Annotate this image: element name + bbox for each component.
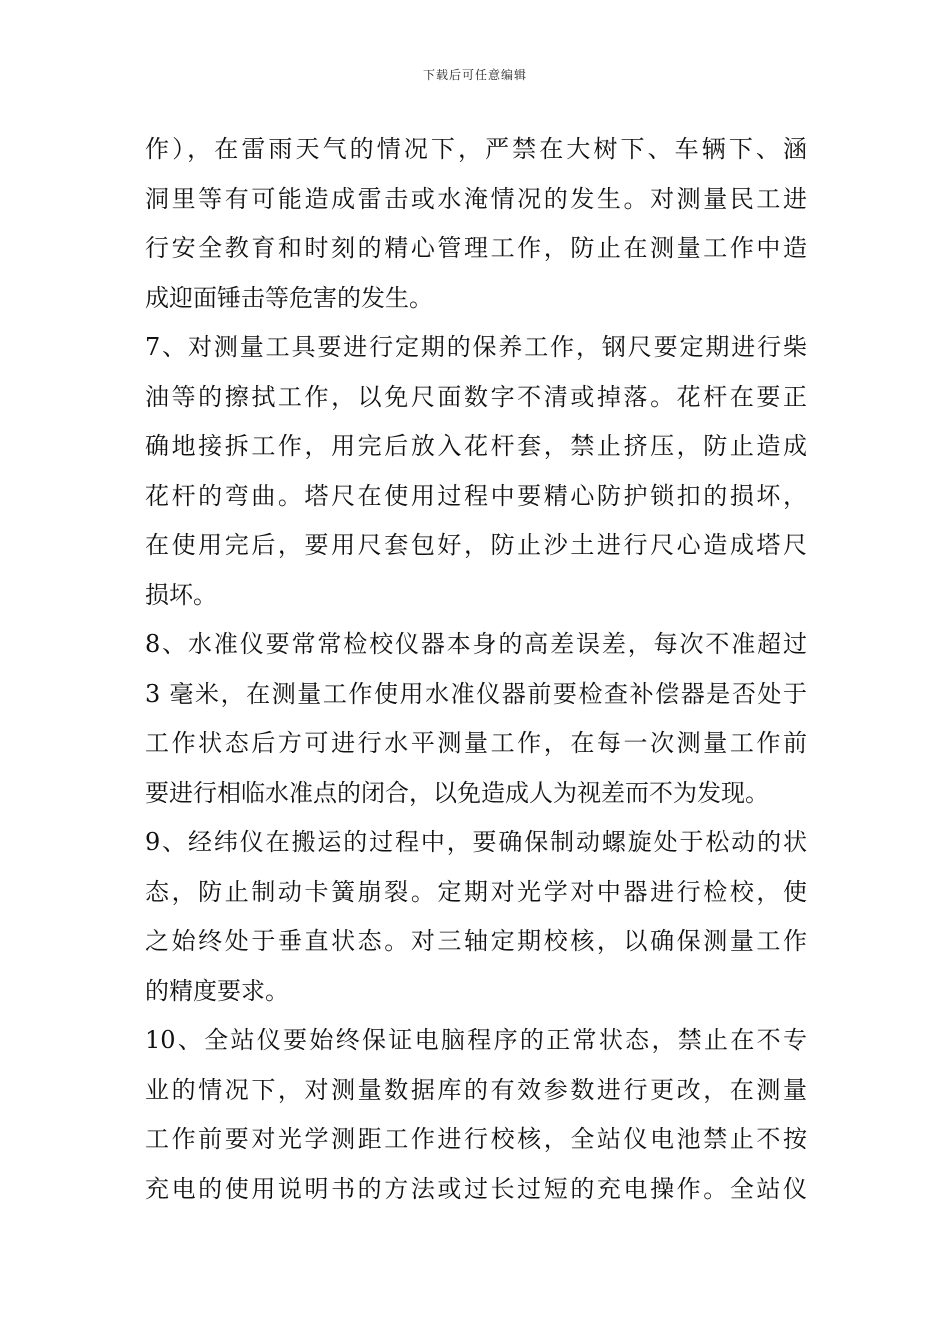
paragraph-item-10: [145, 1016, 807, 1214]
document-body: [145, 125, 807, 1214]
text-line: 损坏。: [145, 580, 217, 609]
text-line: 3 毫米，在测量工作使用水准仪器前要检查补偿器是否处于: [145, 679, 807, 708]
text-line: 8、水准仪要常常检校仪器本身的高差误差，每次不准超过: [145, 630, 807, 658]
text-line: 确地接拆工作，用完后放入花杆套，禁止挤压，防止造成: [145, 432, 807, 460]
text-line: 成迎面锤击等危害的发生。: [145, 283, 433, 312]
text-line: 9、经纬仪在搬运的过程中，要确保制动螺旋处于松动的状: [145, 828, 807, 856]
text-line: 行安全教育和时刻的精心管理工作，防止在测量工作中造: [145, 234, 807, 262]
text-line: 工作状态后方可进行水平测量工作，在每一次测量工作前: [145, 729, 807, 757]
paragraph-item-7: [145, 323, 807, 620]
text-line: 花杆的弯曲。塔尺在使用过程中要精心防护锁扣的损坏，: [145, 481, 807, 510]
text-line: 7、对测量工具要进行定期的保养工作，钢尺要定期进行柴: [145, 333, 807, 361]
text-line: 在使用完后，要用尺套包好，防止沙土进行尺心造成塔尺: [145, 531, 807, 559]
text-line: 的精度要求。: [145, 976, 289, 1005]
paragraph-continuation: [145, 125, 807, 323]
text-line: 作），在雷雨天气的情况下，严禁在大树下、车辆下、涵: [145, 135, 807, 163]
paragraph-item-8: [145, 620, 807, 818]
text-line: 充电的使用说明书的方法或过长过短的充电操作。全站仪: [145, 1174, 807, 1203]
text-line: 洞里等有可能造成雷击或水淹情况的发生。对测量民工进: [145, 184, 807, 213]
text-line: 要进行相临水准点的闭合，以免造成人为视差而不为发现。: [145, 778, 769, 807]
paragraph-item-9: [145, 818, 807, 1016]
text-line: 油等的擦拭工作，以免尺面数字不清或掉落。花杆在要正: [145, 382, 807, 411]
text-line: 业的情况下，对测量数据库的有效参数进行更改，在测量: [145, 1075, 807, 1104]
page-header: 下载后可任意编辑: [422, 68, 527, 82]
text-line: 工作前要对光学测距工作进行校核，全站仪电池禁止不按: [145, 1125, 807, 1153]
text-line: 10、全站仪要始终保证电脑程序的正常状态，禁止在不专: [145, 1026, 807, 1054]
text-line: 之始终处于垂直状态。对三轴定期校核，以确保测量工作: [145, 927, 807, 955]
text-line: 态，防止制动卡簧崩裂。定期对光学对中器进行检校，使: [145, 877, 807, 906]
